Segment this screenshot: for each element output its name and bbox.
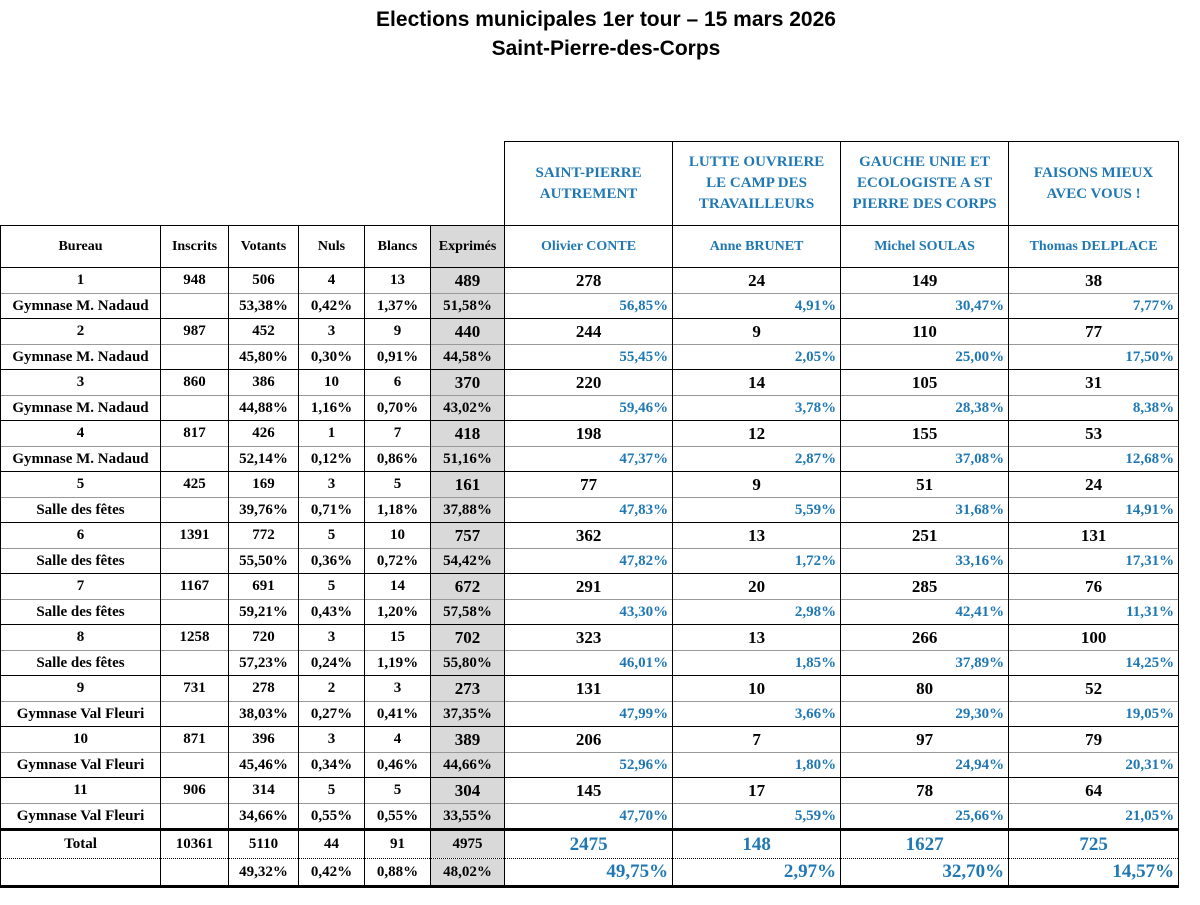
page-title: Elections municipales 1er tour – 15 mars 2026 (376, 8, 836, 31)
pct-cell: 24,94% (841, 753, 1009, 778)
total-pct: 2,97% (673, 859, 841, 887)
pct-cell: 11,31% (1009, 600, 1179, 625)
votants-cell: 452 (229, 319, 299, 345)
pct-cell: 52,96% (505, 753, 673, 778)
bureau-pct-row (1, 702, 1179, 727)
pct-cell: 33,16% (841, 549, 1009, 574)
nuls-pct-cell: 1,16% (299, 396, 365, 421)
bureau-votes-row (1, 523, 1179, 549)
votes-cell: 20 (673, 574, 841, 600)
exprimes-pct-cell: 37,88% (431, 498, 505, 523)
header-nuls: Nuls (299, 226, 365, 268)
nuls-pct-cell: 0,12% (299, 447, 365, 472)
blancs-pct-cell: 0,86% (365, 447, 431, 472)
blancs-cell: 4 (365, 727, 431, 753)
header-blancs: Blancs (365, 226, 431, 268)
blancs-cell: 13 (365, 268, 431, 294)
blancs-cell: 5 (365, 778, 431, 804)
blancs-cell: 3 (365, 676, 431, 702)
total-votes: 148 (673, 830, 841, 859)
blancs-cell: 7 (365, 421, 431, 447)
pct-cell: 14,91% (1009, 498, 1179, 523)
exprimes-cell: 304 (431, 778, 505, 804)
exprimes-pct-cell: 44,58% (431, 345, 505, 370)
votants-cell: 720 (229, 625, 299, 651)
votes-cell: 244 (505, 319, 673, 345)
nuls-cell: 3 (299, 472, 365, 498)
exprimes-cell: 389 (431, 727, 505, 753)
pct-cell: 17,50% (1009, 345, 1179, 370)
votes-cell: 278 (505, 268, 673, 294)
bureau-pct-row (1, 447, 1179, 472)
inscrits-cell: 860 (161, 370, 229, 396)
votes-cell: 105 (841, 370, 1009, 396)
pct-cell: 20,31% (1009, 753, 1179, 778)
bureau-location: Salle des fêtes (1, 600, 161, 625)
exprimes-cell: 757 (431, 523, 505, 549)
header-bureau: Bureau (1, 226, 161, 268)
pct-cell: 2,87% (673, 447, 841, 472)
nuls-pct-cell: 0,71% (299, 498, 365, 523)
pct-cell: 1,85% (673, 651, 841, 676)
votes-cell: 64 (1009, 778, 1179, 804)
list-name: GAUCHE UNIE ET ECOLOGISTE A ST PIERRE DES CORPS (841, 142, 1009, 226)
bureau-votes-row (1, 268, 1179, 294)
votes-cell: 9 (673, 472, 841, 498)
exprimes-cell: 370 (431, 370, 505, 396)
votants-pct-cell: 45,46% (229, 753, 299, 778)
header-exprimes: Exprimés (431, 226, 505, 268)
nuls-cell: 5 (299, 523, 365, 549)
pct-cell: 19,05% (1009, 702, 1179, 727)
votes-cell: 291 (505, 574, 673, 600)
blancs-pct-cell: 0,46% (365, 753, 431, 778)
votes-cell: 77 (1009, 319, 1179, 345)
total-pct: 32,70% (841, 859, 1009, 887)
bureau-votes-row (1, 778, 1179, 804)
votes-cell: 362 (505, 523, 673, 549)
pct-cell: 37,89% (841, 651, 1009, 676)
total-pct: 14,57% (1009, 859, 1179, 887)
votes-cell: 131 (1009, 523, 1179, 549)
bureau-votes-row (1, 574, 1179, 600)
votants-cell: 314 (229, 778, 299, 804)
votes-cell: 9 (673, 319, 841, 345)
votes-cell: 80 (841, 676, 1009, 702)
total-votants: 5110 (229, 830, 299, 859)
results-table (0, 141, 1179, 888)
votes-cell: 52 (1009, 676, 1179, 702)
nuls-cell: 5 (299, 778, 365, 804)
bureau-number: 6 (1, 523, 161, 549)
nuls-pct-cell: 0,43% (299, 600, 365, 625)
blancs-pct-cell: 0,55% (365, 804, 431, 830)
bureau-location: Gymnase Val Fleuri (1, 753, 161, 778)
bureau-votes-row (1, 370, 1179, 396)
exprimes-cell: 702 (431, 625, 505, 651)
total-blancs: 91 (365, 830, 431, 859)
blancs-pct-cell: 0,41% (365, 702, 431, 727)
votes-cell: 198 (505, 421, 673, 447)
nuls-cell: 3 (299, 625, 365, 651)
pct-cell: 2,05% (673, 345, 841, 370)
bureau-pct-row (1, 549, 1179, 574)
bureau-location: Gymnase Val Fleuri (1, 702, 161, 727)
votes-cell: 77 (505, 472, 673, 498)
nuls-pct-cell: 0,36% (299, 549, 365, 574)
votes-cell: 110 (841, 319, 1009, 345)
bureau-location: Gymnase Val Fleuri (1, 804, 161, 830)
exprimes-pct-cell: 51,16% (431, 447, 505, 472)
candidate-name: Anne BRUNET (673, 226, 841, 268)
blancs-cell: 10 (365, 523, 431, 549)
votes-cell: 78 (841, 778, 1009, 804)
votants-pct-cell: 34,66% (229, 804, 299, 830)
total-label: Total (1, 830, 161, 859)
bureau-pct-row (1, 804, 1179, 830)
blancs-pct-cell: 0,70% (365, 396, 431, 421)
nuls-pct-cell: 0,42% (299, 294, 365, 319)
votes-cell: 38 (1009, 268, 1179, 294)
candidate-name: Thomas DELPLACE (1009, 226, 1179, 268)
exprimes-cell: 440 (431, 319, 505, 345)
inscrits-cell: 1167 (161, 574, 229, 600)
votes-cell: 24 (1009, 472, 1179, 498)
votes-cell: 51 (841, 472, 1009, 498)
total-pct-row (1, 859, 1179, 887)
pct-cell: 47,99% (505, 702, 673, 727)
bureau-number: 2 (1, 319, 161, 345)
inscrits-cell: 1258 (161, 625, 229, 651)
header-votants: Votants (229, 226, 299, 268)
inscrits-cell: 987 (161, 319, 229, 345)
nuls-pct-cell: 0,34% (299, 753, 365, 778)
votants-pct-cell: 57,23% (229, 651, 299, 676)
blancs-pct-cell: 1,19% (365, 651, 431, 676)
votes-cell: 10 (673, 676, 841, 702)
votes-cell: 149 (841, 268, 1009, 294)
bureau-number: 10 (1, 727, 161, 753)
votants-pct-cell: 53,38% (229, 294, 299, 319)
total-votes: 2475 (505, 830, 673, 859)
nuls-pct-cell: 0,27% (299, 702, 365, 727)
nuls-pct-cell: 0,30% (299, 345, 365, 370)
exprimes-cell: 672 (431, 574, 505, 600)
pct-cell: 55,45% (505, 345, 673, 370)
pct-cell: 21,05% (1009, 804, 1179, 830)
list-name: FAISONS MIEUX AVEC VOUS ! (1009, 142, 1179, 226)
pct-cell: 3,78% (673, 396, 841, 421)
bureau-number: 5 (1, 472, 161, 498)
pct-cell: 5,59% (673, 804, 841, 830)
votants-pct-cell: 45,80% (229, 345, 299, 370)
votes-cell: 145 (505, 778, 673, 804)
nuls-cell: 1 (299, 421, 365, 447)
total-exprimes: 4975 (431, 830, 505, 859)
exprimes-cell: 489 (431, 268, 505, 294)
votes-cell: 206 (505, 727, 673, 753)
blancs-cell: 9 (365, 319, 431, 345)
bureau-pct-row (1, 294, 1179, 319)
bureau-votes-row (1, 727, 1179, 753)
pct-cell: 30,47% (841, 294, 1009, 319)
bureau-location: Salle des fêtes (1, 498, 161, 523)
list-name: LUTTE OUVRIERE LE CAMP DES TRAVAILLEURS (673, 142, 841, 226)
nuls-cell: 5 (299, 574, 365, 600)
votants-pct-cell: 44,88% (229, 396, 299, 421)
votes-cell: 97 (841, 727, 1009, 753)
pct-cell: 12,68% (1009, 447, 1179, 472)
total-votes: 1627 (841, 830, 1009, 859)
pct-cell: 43,30% (505, 600, 673, 625)
votes-cell: 13 (673, 625, 841, 651)
total-inscrits: 10361 (161, 830, 229, 859)
inscrits-cell: 1391 (161, 523, 229, 549)
pct-cell: 28,38% (841, 396, 1009, 421)
bureau-location: Salle des fêtes (1, 651, 161, 676)
bureau-location: Salle des fêtes (1, 549, 161, 574)
votants-cell: 691 (229, 574, 299, 600)
blancs-pct-cell: 0,72% (365, 549, 431, 574)
votes-cell: 76 (1009, 574, 1179, 600)
inscrits-cell: 817 (161, 421, 229, 447)
exprimes-pct-cell: 43,02% (431, 396, 505, 421)
votes-cell: 31 (1009, 370, 1179, 396)
total-votes-row (1, 830, 1179, 859)
votes-cell: 266 (841, 625, 1009, 651)
inscrits-cell: 906 (161, 778, 229, 804)
header-inscrits: Inscrits (161, 226, 229, 268)
votes-cell: 12 (673, 421, 841, 447)
pct-cell: 46,01% (505, 651, 673, 676)
bureau-number: 4 (1, 421, 161, 447)
bureau-pct-row (1, 396, 1179, 421)
pct-cell: 42,41% (841, 600, 1009, 625)
votants-cell: 426 (229, 421, 299, 447)
pct-cell: 7,77% (1009, 294, 1179, 319)
votes-cell: 220 (505, 370, 673, 396)
page-subtitle: Saint-Pierre-des-Corps (491, 37, 721, 60)
pct-cell: 31,68% (841, 498, 1009, 523)
header-row (1, 226, 1179, 268)
votes-cell: 323 (505, 625, 673, 651)
pct-cell: 25,66% (841, 804, 1009, 830)
votes-cell: 100 (1009, 625, 1179, 651)
bureau-votes-row (1, 676, 1179, 702)
bureau-votes-row (1, 421, 1179, 447)
nuls-cell: 10 (299, 370, 365, 396)
bureau-number: 1 (1, 268, 161, 294)
pct-cell: 2,98% (673, 600, 841, 625)
votants-cell: 772 (229, 523, 299, 549)
total-nuls: 44 (299, 830, 365, 859)
pct-cell: 47,37% (505, 447, 673, 472)
bureau-pct-row (1, 651, 1179, 676)
nuls-cell: 2 (299, 676, 365, 702)
pct-cell: 47,83% (505, 498, 673, 523)
blancs-pct-cell: 1,18% (365, 498, 431, 523)
votants-pct-cell: 55,50% (229, 549, 299, 574)
votes-cell: 285 (841, 574, 1009, 600)
inscrits-cell: 731 (161, 676, 229, 702)
candidate-name: Olivier CONTE (505, 226, 673, 268)
pct-cell: 25,00% (841, 345, 1009, 370)
pct-cell: 47,70% (505, 804, 673, 830)
votants-pct-cell: 59,21% (229, 600, 299, 625)
bureau-location: Gymnase M. Nadaud (1, 396, 161, 421)
votes-cell: 17 (673, 778, 841, 804)
pct-cell: 29,30% (841, 702, 1009, 727)
votants-pct-cell: 38,03% (229, 702, 299, 727)
votes-cell: 24 (673, 268, 841, 294)
total-votes: 725 (1009, 830, 1179, 859)
total-nuls-pct: 0,42% (299, 859, 365, 887)
bureau-votes-row (1, 319, 1179, 345)
bureau-pct-row (1, 753, 1179, 778)
exprimes-cell: 273 (431, 676, 505, 702)
pct-cell: 47,82% (505, 549, 673, 574)
pct-cell: 37,08% (841, 447, 1009, 472)
pct-cell: 1,80% (673, 753, 841, 778)
exprimes-pct-cell: 54,42% (431, 549, 505, 574)
votants-cell: 169 (229, 472, 299, 498)
bureau-votes-row (1, 472, 1179, 498)
bureau-pct-row (1, 345, 1179, 370)
blancs-pct-cell: 1,37% (365, 294, 431, 319)
votants-pct-cell: 52,14% (229, 447, 299, 472)
votes-cell: 14 (673, 370, 841, 396)
blancs-cell: 15 (365, 625, 431, 651)
exprimes-pct-cell: 44,66% (431, 753, 505, 778)
votes-cell: 251 (841, 523, 1009, 549)
total-exprimes-pct: 48,02% (431, 859, 505, 887)
nuls-cell: 3 (299, 727, 365, 753)
exprimes-pct-cell: 51,58% (431, 294, 505, 319)
exprimes-pct-cell: 57,58% (431, 600, 505, 625)
total-votants-pct: 49,32% (229, 859, 299, 887)
votants-cell: 506 (229, 268, 299, 294)
bureau-rows (1, 268, 1179, 830)
votes-cell: 7 (673, 727, 841, 753)
bureau-votes-row (1, 625, 1179, 651)
blancs-cell: 14 (365, 574, 431, 600)
bureau-number: 3 (1, 370, 161, 396)
votants-cell: 278 (229, 676, 299, 702)
votes-cell: 155 (841, 421, 1009, 447)
nuls-cell: 3 (299, 319, 365, 345)
inscrits-cell: 871 (161, 727, 229, 753)
bureau-pct-row (1, 600, 1179, 625)
bureau-number: 11 (1, 778, 161, 804)
exprimes-pct-cell: 55,80% (431, 651, 505, 676)
exprimes-cell: 161 (431, 472, 505, 498)
pct-cell: 14,25% (1009, 651, 1179, 676)
total-rows (1, 830, 1179, 887)
bureau-pct-row (1, 498, 1179, 523)
bureau-number: 7 (1, 574, 161, 600)
pct-cell: 17,31% (1009, 549, 1179, 574)
bureau-location: Gymnase M. Nadaud (1, 294, 161, 319)
list-name: SAINT-PIERRE AUTREMENT (505, 142, 673, 226)
inscrits-cell: 948 (161, 268, 229, 294)
bureau-location: Gymnase M. Nadaud (1, 447, 161, 472)
blancs-cell: 6 (365, 370, 431, 396)
candidate-name: Michel SOULAS (841, 226, 1009, 268)
votes-cell: 13 (673, 523, 841, 549)
pct-cell: 8,38% (1009, 396, 1179, 421)
nuls-pct-cell: 0,55% (299, 804, 365, 830)
votants-pct-cell: 39,76% (229, 498, 299, 523)
bureau-location: Gymnase M. Nadaud (1, 345, 161, 370)
pct-cell: 1,72% (673, 549, 841, 574)
pct-cell: 59,46% (505, 396, 673, 421)
blancs-pct-cell: 0,91% (365, 345, 431, 370)
pct-cell: 4,91% (673, 294, 841, 319)
total-blancs-pct: 0,88% (365, 859, 431, 887)
blancs-pct-cell: 1,20% (365, 600, 431, 625)
pct-cell: 3,66% (673, 702, 841, 727)
votes-cell: 53 (1009, 421, 1179, 447)
nuls-cell: 4 (299, 268, 365, 294)
blancs-cell: 5 (365, 472, 431, 498)
votes-cell: 79 (1009, 727, 1179, 753)
votes-cell: 131 (505, 676, 673, 702)
total-pct: 49,75% (505, 859, 673, 887)
exprimes-cell: 418 (431, 421, 505, 447)
pct-cell: 56,85% (505, 294, 673, 319)
votants-cell: 396 (229, 727, 299, 753)
votants-cell: 386 (229, 370, 299, 396)
inscrits-cell: 425 (161, 472, 229, 498)
exprimes-pct-cell: 37,35% (431, 702, 505, 727)
bureau-number: 9 (1, 676, 161, 702)
nuls-pct-cell: 0,24% (299, 651, 365, 676)
list-names-row (1, 142, 1179, 226)
exprimes-pct-cell: 33,55% (431, 804, 505, 830)
pct-cell: 5,59% (673, 498, 841, 523)
bureau-number: 8 (1, 625, 161, 651)
